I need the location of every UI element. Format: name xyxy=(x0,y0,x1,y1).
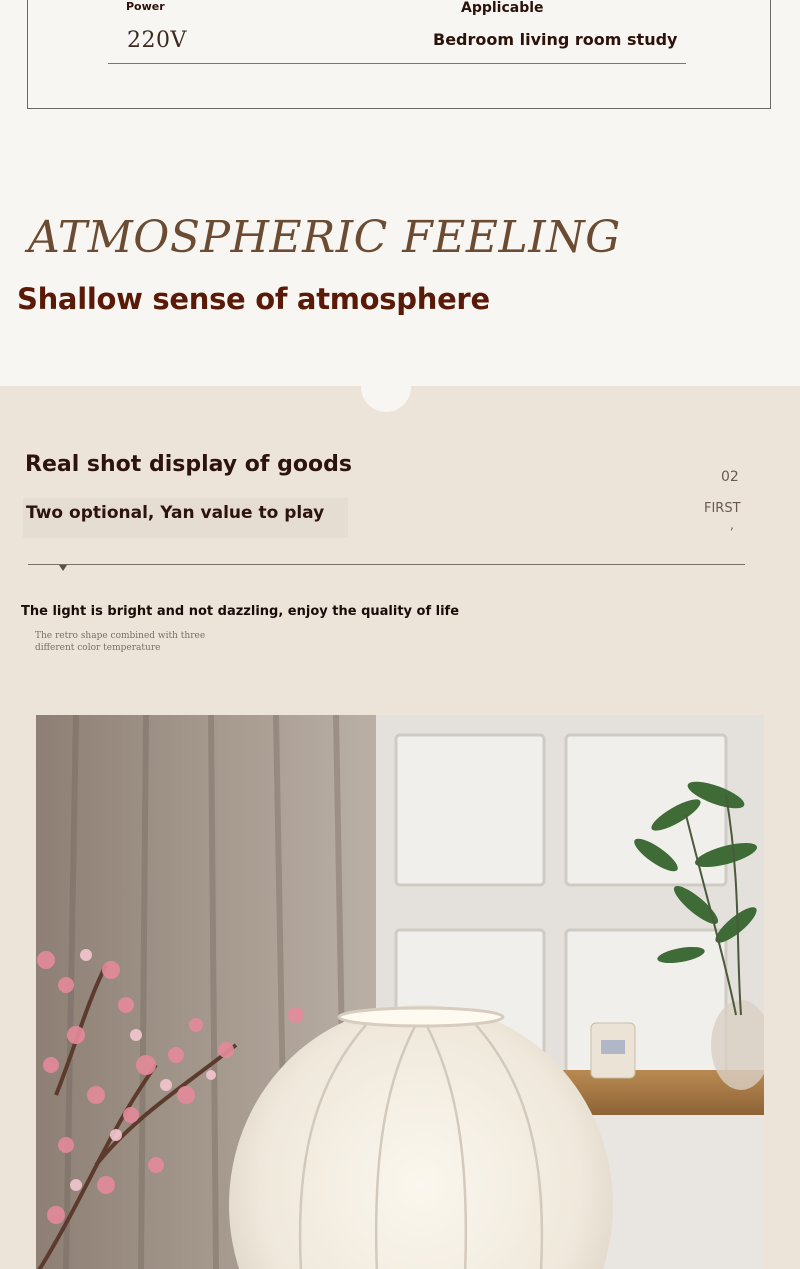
spec-divider xyxy=(108,63,686,64)
atmosphere-title: ATMOSPHERIC FEELING xyxy=(28,212,621,263)
atmosphere-subtitle: Shallow sense of atmosphere xyxy=(17,282,490,316)
lamp-scene-illustration xyxy=(36,715,764,1269)
feature-note: The retro shape combined with three different color temperature xyxy=(35,631,206,653)
product-photo xyxy=(36,715,764,1269)
display-title: Real shot display of goods xyxy=(25,452,352,477)
first-mark: , xyxy=(730,518,734,532)
applicable-label: Applicable xyxy=(461,0,544,16)
section-notch xyxy=(361,362,411,412)
spec-box xyxy=(27,0,771,109)
triangle-marker-icon xyxy=(59,565,67,571)
applicable-value: Bedroom living room study xyxy=(433,30,678,49)
power-label: Power xyxy=(126,0,165,13)
feature-headline: The light is bright and not dazzling, enjoy the quality of life xyxy=(21,604,460,619)
section-divider xyxy=(28,564,745,565)
display-subtitle: Two optional, Yan value to play xyxy=(26,503,325,523)
section-number: 02 xyxy=(721,469,739,485)
first-label: FIRST xyxy=(704,501,741,516)
power-value: 220V xyxy=(127,28,187,53)
